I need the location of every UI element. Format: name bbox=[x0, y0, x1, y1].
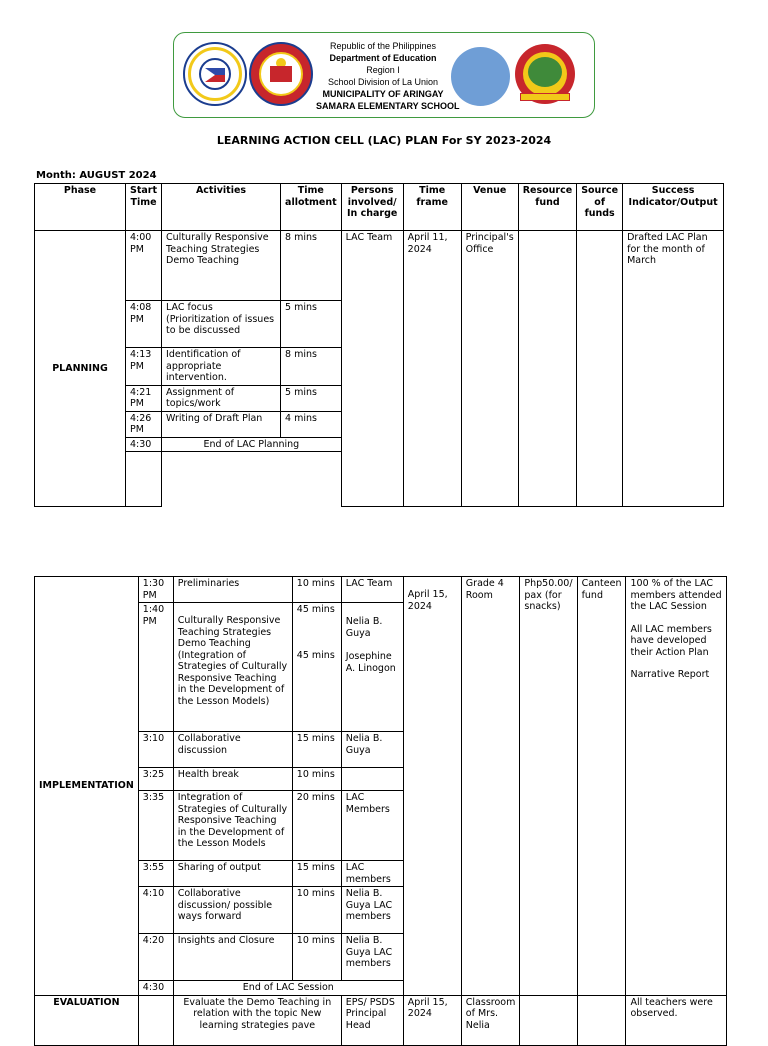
planning-source bbox=[577, 231, 623, 507]
indicator-action-plan: All LAC members have developed their Action Plan bbox=[630, 623, 712, 658]
row-allotment: 15 mins bbox=[292, 732, 341, 768]
row-activity: Culturally Responsive Teaching Strategies Demo Teaching bbox=[162, 231, 281, 301]
row-allotment bbox=[292, 603, 341, 732]
empty-cell bbox=[520, 995, 577, 1045]
col-time-allotment: Time allotment bbox=[281, 184, 342, 231]
row-activity: Culturally Responsive Teaching Strategies Demo Teaching (Integration of Strategies of Culturally Responsive Teaching in the Development of the Lesson Models) bbox=[173, 603, 292, 732]
row-time: 4:13 PM bbox=[126, 348, 162, 386]
planning-venue: Principal's Office bbox=[461, 231, 518, 507]
impl-resource-fund: Php50.00/ pax (for snacks) bbox=[520, 577, 577, 996]
person-2: Josephine A. Linogon bbox=[345, 651, 396, 674]
row-activity: Collaborative discussion/ possible ways forward bbox=[173, 887, 292, 934]
row-allotment: 8 mins bbox=[281, 231, 342, 301]
row-time: 4:26 PM bbox=[126, 411, 162, 437]
row-time: 4:10 bbox=[138, 887, 173, 934]
header-municipality: MUNICIPALITY OF ARINGAY bbox=[322, 89, 444, 99]
allotment-2: 45 mins bbox=[296, 649, 335, 661]
col-resource-fund: Resource fund bbox=[518, 184, 576, 231]
impl-time-frame: April 15, 2024 bbox=[403, 577, 461, 996]
row-time: 3:35 bbox=[138, 791, 173, 861]
end-time: 4:30 bbox=[138, 981, 173, 996]
end-text: End of LAC Session bbox=[173, 981, 403, 996]
row-time: 3:25 bbox=[138, 768, 173, 791]
row-activity: Collaborative discussion bbox=[173, 732, 292, 768]
col-phase: Phase bbox=[35, 184, 126, 231]
month-label: Month: AUGUST 2024 bbox=[36, 170, 157, 181]
col-start-time: Start Time bbox=[126, 184, 162, 231]
col-time-frame: Time frame bbox=[403, 184, 461, 231]
row-activity: Writing of Draft Plan bbox=[162, 411, 281, 437]
row-activity: Health break bbox=[173, 768, 292, 791]
row-allotment: 20 mins bbox=[292, 791, 341, 861]
row-allotment: 10 mins bbox=[292, 577, 341, 603]
row-allotment: 10 mins bbox=[292, 768, 341, 791]
end-text: End of LAC Planning bbox=[162, 437, 342, 452]
header-region: Region I bbox=[366, 65, 400, 75]
header-row bbox=[35, 184, 724, 231]
row-person: Nelia B. Guya LAC members bbox=[341, 887, 403, 934]
row-person: LAC Members bbox=[341, 791, 403, 861]
row-time: 4:20 bbox=[138, 934, 173, 981]
eval-venue: Classroom of Mrs. Nelia bbox=[461, 995, 520, 1045]
impl-indicators bbox=[626, 577, 727, 996]
col-success-indicator: Success Indicator/Output bbox=[623, 184, 724, 231]
end-time: 4:30 bbox=[126, 437, 162, 452]
row-activity: Assignment of topics/work bbox=[162, 385, 281, 411]
row-allotment: 15 mins bbox=[292, 861, 341, 887]
person-1: Nelia B. Guya bbox=[345, 616, 383, 639]
header-division: School Division of La Union bbox=[327, 77, 439, 87]
row-person: LAC members bbox=[341, 861, 403, 887]
school-division-seal-icon bbox=[249, 42, 313, 106]
col-persons: Persons involved/ In charge bbox=[341, 184, 403, 231]
row-time: 4:08 PM bbox=[126, 301, 162, 348]
row-allotment: 10 mins bbox=[292, 934, 341, 981]
col-venue: Venue bbox=[461, 184, 518, 231]
empty-cell bbox=[577, 995, 626, 1045]
planning-persons: LAC Team bbox=[341, 231, 403, 507]
empty-cell bbox=[162, 452, 342, 507]
header-school: SAMARA ELEMENTARY SCHOOL bbox=[316, 101, 460, 111]
phase-evaluation: EVALUATION bbox=[35, 995, 139, 1045]
row-activity: Integration of Strategies of Culturally Responsive Teaching in the Development of the Lesson Models bbox=[173, 791, 292, 861]
col-activities: Activities bbox=[162, 184, 281, 231]
empty-cell bbox=[138, 995, 173, 1045]
header-department: Department of Education bbox=[329, 53, 437, 63]
row-allotment: 8 mins bbox=[281, 348, 342, 386]
row-activity: LAC focus (Prioritization of issues to be discussed bbox=[162, 301, 281, 348]
row-person bbox=[341, 603, 403, 732]
row-activity: Insights and Closure bbox=[173, 934, 292, 981]
table-row bbox=[35, 231, 724, 301]
impl-source: Canteen fund bbox=[577, 577, 626, 996]
document-title: LEARNING ACTION CELL (LAC) PLAN For SY 2023-2024 bbox=[216, 134, 552, 147]
row-time: 4:00 PM bbox=[126, 231, 162, 301]
header-republic: Republic of the Philippines bbox=[329, 41, 437, 51]
aringay-district-seal-icon bbox=[515, 44, 575, 104]
col-source-funds: Source of funds bbox=[577, 184, 623, 231]
eval-indicator: All teachers were observed. bbox=[626, 995, 727, 1045]
phase-planning: PLANNING bbox=[35, 231, 126, 507]
row-allotment: 4 mins bbox=[281, 411, 342, 437]
planning-indicator: Drafted LAC Plan for the month of March bbox=[623, 231, 724, 507]
blue-circle-logo-icon bbox=[451, 47, 510, 106]
row-time: 3:55 bbox=[138, 861, 173, 887]
row-time: 4:21 PM bbox=[126, 385, 162, 411]
eval-time-frame: April 15, 2024 bbox=[403, 995, 461, 1045]
implementation-table bbox=[34, 576, 727, 1046]
row-activity: Sharing of output bbox=[173, 861, 292, 887]
impl-venue: Grade 4 Room bbox=[461, 577, 520, 996]
eval-persons: EPS/ PSDS Principal Head bbox=[341, 995, 403, 1045]
table-row bbox=[35, 995, 727, 1045]
row-person: Nelia B. Guya LAC members bbox=[341, 934, 403, 981]
planning-resource-fund bbox=[518, 231, 576, 507]
row-activity: Identification of appropriate intervention. bbox=[162, 348, 281, 386]
row-time: 1:40 PM bbox=[138, 603, 173, 732]
row-time: 1:30 PM bbox=[138, 577, 173, 603]
empty-cell bbox=[126, 452, 162, 507]
planning-time-frame: April 11, 2024 bbox=[403, 231, 461, 507]
letterhead-text bbox=[316, 40, 460, 112]
deped-seal-icon bbox=[183, 42, 247, 106]
row-allotment: 5 mins bbox=[281, 385, 342, 411]
table-row bbox=[35, 577, 727, 603]
planning-table bbox=[34, 183, 724, 507]
row-person: Nelia B. Guya bbox=[341, 732, 403, 768]
row-allotment: 5 mins bbox=[281, 301, 342, 348]
phase-implementation: IMPLEMENTATION bbox=[35, 577, 139, 996]
row-time: 3:10 bbox=[138, 732, 173, 768]
indicator-narrative: Narrative Report bbox=[630, 669, 710, 680]
row-activity: Preliminaries bbox=[173, 577, 292, 603]
allotment-1: 45 mins bbox=[296, 604, 335, 615]
indicator-attendance: 100 % of the LAC members attended the LAC Session bbox=[630, 578, 722, 612]
row-allotment: 10 mins bbox=[292, 887, 341, 934]
eval-activity: Evaluate the Demo Teaching in relation with the topic New learning strategies pave bbox=[173, 995, 341, 1045]
row-person: LAC Team bbox=[341, 577, 403, 603]
row-person bbox=[341, 768, 403, 791]
